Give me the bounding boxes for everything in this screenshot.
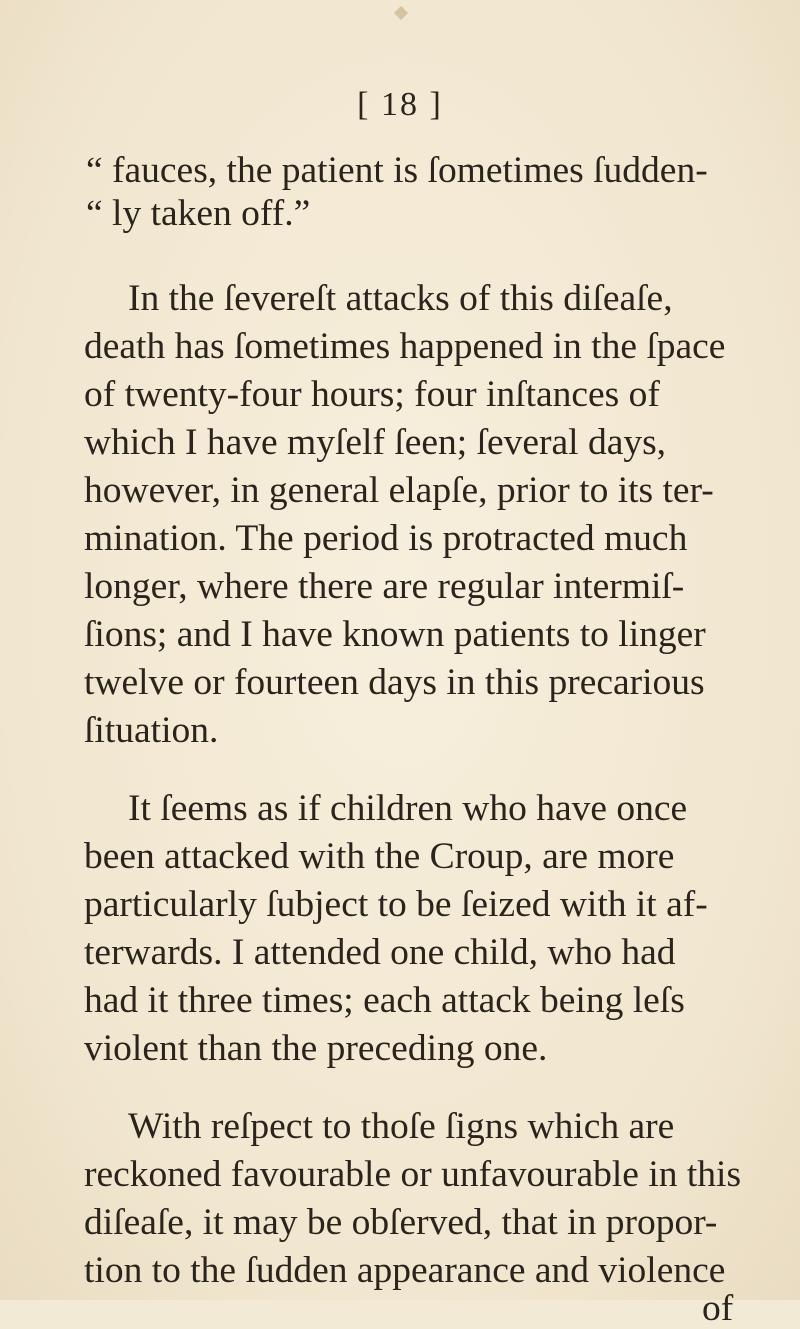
ornament-mark (394, 6, 408, 20)
text-line: particularly ſubject to be ſeized with it af- (84, 884, 708, 925)
text-line: tion to the ſudden appearance and violence (84, 1250, 726, 1291)
text-line: longer, where there are regular intermiſ- (84, 566, 685, 607)
text-line: It ſeems as if children who have once (128, 788, 688, 829)
text-line: twelve or fourteen days in this precarious (84, 662, 705, 703)
text-line: In the ſevereſt attacks of this diſeaſe, (128, 278, 673, 319)
text-line: violent than the preceding one. (84, 1028, 548, 1069)
text-line: ſituation. (84, 710, 219, 751)
text-line: death has ſometimes happened in the ſpace (84, 326, 726, 367)
text-line: which I have myſelf ſeen; ſeveral days, (84, 422, 667, 463)
text-line: “ ly taken off.” (86, 193, 311, 234)
text-line: been attacked with the Croup, are more (84, 836, 675, 877)
text-line: “ fauces, the patient is ſometimes ſudden- (86, 150, 708, 191)
text-line: With reſpect to thoſe ſigns which are (128, 1106, 675, 1147)
text-line: had it three times; each attack being leſs (84, 980, 685, 1021)
text-line: of twenty-four hours; four inſtances of (84, 374, 660, 415)
text-line: diſeaſe, it may be obſerved, that in propor- (84, 1202, 718, 1243)
text-line: however, in general elapſe, prior to its ter- (84, 470, 714, 511)
catchword: of (702, 1288, 734, 1329)
page-number-header: [ 18 ] (357, 86, 443, 123)
text-line: ſions; and I have known patients to linger (84, 614, 706, 655)
text-line: terwards. I attended one child, who had (84, 932, 676, 973)
text-line: mination. The period is protracted much (84, 518, 688, 559)
text-line: reckoned favourable or unfavourable in this (84, 1154, 742, 1195)
